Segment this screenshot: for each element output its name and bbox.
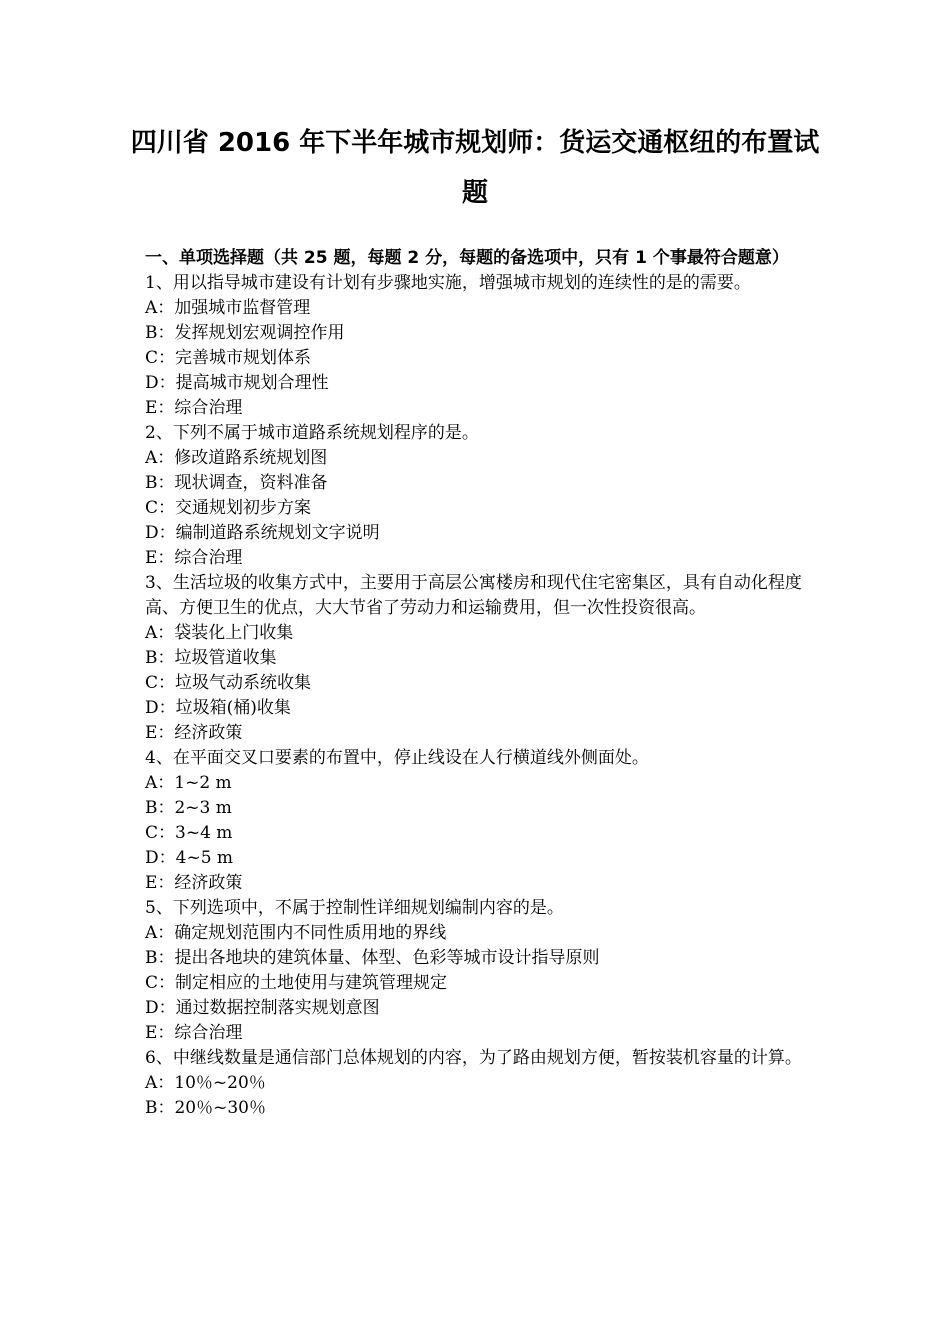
question-block bbox=[145, 421, 810, 571]
question-text: 2、下列不属于城市道路系统规划程序的是。 bbox=[145, 423, 479, 443]
option-e: E：经济政策 bbox=[145, 723, 243, 743]
option-d: D：4~5 m bbox=[145, 848, 234, 868]
section-heading: 一、单项选择题（共 25 题，每题 2 分，每题的备选项中，只有 1 个事最符合题意） bbox=[145, 248, 789, 268]
option-b: B：2~3 m bbox=[145, 798, 232, 818]
option-c: C：交通规划初步方案 bbox=[145, 498, 312, 518]
option-a: A：1~2 m bbox=[145, 773, 232, 793]
document-body bbox=[145, 246, 810, 1121]
option-a: A：10％~20％ bbox=[145, 1073, 266, 1093]
option-a: A：加强城市监督管理 bbox=[145, 298, 311, 318]
option-a: A：袋装化上门收集 bbox=[145, 623, 294, 643]
option-b: B：提出各地块的建筑体量、体型、色彩等城市设计指导原则 bbox=[145, 948, 600, 968]
question-block bbox=[145, 571, 810, 746]
question-block bbox=[145, 1046, 810, 1121]
question-block bbox=[145, 896, 810, 1046]
option-e: E：经济政策 bbox=[145, 873, 243, 893]
question-text: 6、中继线数量是通信部门总体规划的内容，为了路由规划方便，暂按装机容量的计算。 bbox=[145, 1048, 802, 1068]
option-c: C：垃圾气动系统收集 bbox=[145, 673, 312, 693]
option-e: E：综合治理 bbox=[145, 398, 243, 418]
option-b: B：发挥规划宏观调控作用 bbox=[145, 323, 345, 343]
question-text: 4、在平面交叉口要素的布置中，停止线设在人行横道线外侧面处。 bbox=[145, 748, 649, 768]
option-c: C：制定相应的土地使用与建筑管理规定 bbox=[145, 973, 448, 993]
option-b: B：20％~30％ bbox=[145, 1098, 267, 1118]
question-text: 1、用以指导城市建设有计划有步骤地实施，增强城市规划的连续性的是的需要。 bbox=[145, 273, 751, 293]
option-c: C：完善城市规划体系 bbox=[145, 348, 312, 368]
question-text: 5、下列选项中，不属于控制性详细规划编制内容的是。 bbox=[145, 898, 564, 918]
option-b: B：现状调查，资料准备 bbox=[145, 473, 328, 493]
option-d: D：垃圾箱(桶)收集 bbox=[145, 698, 291, 718]
document-title: 四川省 2016 年下半年城市规划师：货运交通枢纽的布置试题 bbox=[130, 128, 820, 208]
question-block bbox=[145, 746, 810, 896]
option-a: A：修改道路系统规划图 bbox=[145, 448, 328, 468]
option-d: D：编制道路系统规划文字说明 bbox=[145, 523, 380, 543]
option-e: E：综合治理 bbox=[145, 548, 243, 568]
option-d: D：通过数据控制落实规划意图 bbox=[145, 998, 380, 1018]
option-c: C：3~4 m bbox=[145, 823, 233, 843]
question-text: 3、生活垃圾的收集方式中，主要用于高层公寓楼房和现代住宅密集区，具有自动化程度高、方便卫生的优点，大大节省了劳动力和运输费用，但一次性投资很高。 bbox=[145, 573, 802, 618]
option-d: D：提高城市规划合理性 bbox=[145, 373, 329, 393]
option-e: E：综合治理 bbox=[145, 1023, 243, 1043]
question-block bbox=[145, 271, 810, 421]
option-a: A：确定规划范围内不同性质用地的界线 bbox=[145, 923, 447, 943]
option-b: B：垃圾管道收集 bbox=[145, 648, 277, 668]
